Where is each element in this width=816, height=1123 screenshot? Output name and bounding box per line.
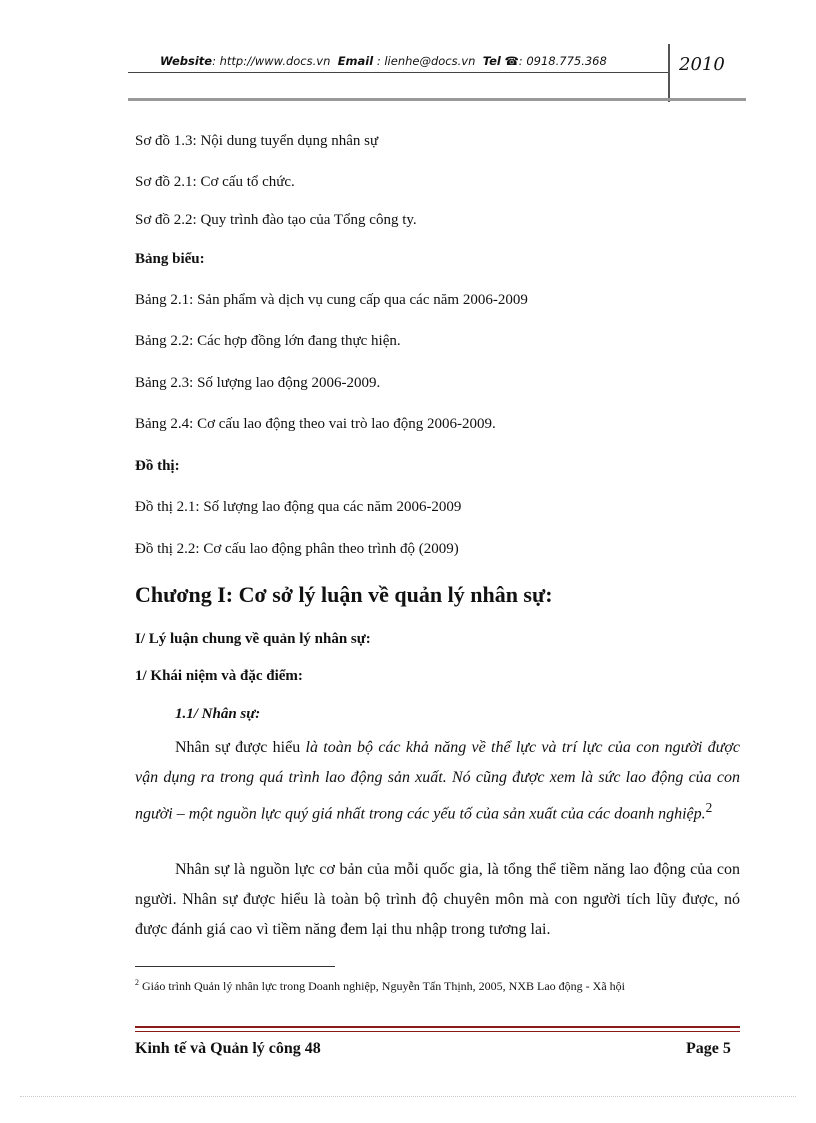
para1-italic: là toàn bộ các khả năng về thể lực và trí lực của con người được vận dụng ra trong quá trình lao động sản xuất. Nó cũng được xem là sức lao động của con người – một nguồn lực quý giá nhất trong các yếu tố của sản xuất của các doanh nghiệp.: [135, 739, 740, 823]
tel-value: : 0918.775.368: [518, 54, 607, 68]
table-item: Bảng 2.2: Các hợp đồng lớn đang thực hiện.: [135, 333, 401, 349]
footnote-number: 2: [135, 978, 139, 987]
footer-rule: [135, 1026, 740, 1028]
website-value: : http://www.docs.vn: [212, 54, 331, 68]
diagram-item: Sơ đồ 2.1: Cơ cấu tổ chức.: [135, 174, 295, 190]
email-label: Email: [337, 54, 374, 68]
header-divider: [668, 44, 670, 102]
section-heading: I/ Lý luận chung về quản lý nhân sự:: [135, 631, 371, 647]
subsubsection-heading: 1.1/ Nhân sự:: [175, 706, 261, 722]
graph-item: Đồ thị 2.1: Số lượng lao động qua các năm 2006-2009: [135, 499, 462, 515]
footnote: [135, 975, 735, 994]
para1-lead: Nhân sự được hiểu: [175, 739, 306, 756]
email-value: : lienhe@docs.vn: [376, 54, 476, 68]
page-edge: [20, 1096, 796, 1097]
footnote-text: Giáo trình Quản lý nhân lực trong Doanh nghiệp, Nguyễn Tấn Thịnh, 2005, NXB Lao động - Xã hội: [139, 979, 625, 993]
paragraph-1: [135, 733, 740, 829]
chapter-title: Chương I: Cơ sở lý luận về quản lý nhân sự:: [135, 582, 553, 607]
footer-rule-thin: [135, 1031, 740, 1032]
graph-item: Đồ thị 2.2: Cơ cấu lao động phân theo trình độ (2009): [135, 541, 459, 557]
website-label: Website: [160, 54, 213, 68]
table-item: Bảng 2.4: Cơ cấu lao động theo vai trò lao động 2006-2009.: [135, 416, 496, 432]
page-header: [128, 44, 746, 102]
page-number: Page 5: [686, 1040, 731, 1057]
footnote-rule: [135, 966, 335, 967]
tel-label: Tel: [482, 54, 501, 68]
graphs-heading: Đồ thị:: [135, 458, 180, 474]
header-contact: [160, 54, 607, 68]
header-year: 2010: [679, 54, 725, 75]
tables-heading: Bảng biểu:: [135, 251, 205, 267]
diagram-item: Sơ đồ 2.2: Quy trình đào tạo của Tổng công ty.: [135, 212, 417, 228]
subsection-heading: 1/ Khái niệm và đặc điểm:: [135, 668, 303, 684]
paragraph-2: [135, 855, 740, 945]
phone-icon: ☎: [504, 54, 519, 68]
footer-title: Kinh tế và Quản lý công 48: [135, 1040, 321, 1057]
para2-text: Nhân sự là nguồn lực cơ bản của mỗi quốc gia, là tổng thể tiềm năng lao động của con người. Nhân sự được hiểu là toàn bộ trình độ chuyên môn mà con người tích lũy được, nó được đánh giá cao vì tiềm năng đem lại thu nhập trong tương lai.: [135, 861, 740, 938]
table-item: Bảng 2.3: Số lượng lao động 2006-2009.: [135, 375, 381, 391]
diagram-item: Sơ đồ 1.3: Nội dung tuyển dụng nhân sự: [135, 133, 379, 149]
footnote-ref[interactable]: 2: [705, 800, 713, 815]
table-item: Bảng 2.1: Sản phẩm và dịch vụ cung cấp qua các năm 2006-2009: [135, 292, 528, 308]
header-rule: [128, 72, 668, 73]
header-bottom-rule: [128, 98, 746, 101]
